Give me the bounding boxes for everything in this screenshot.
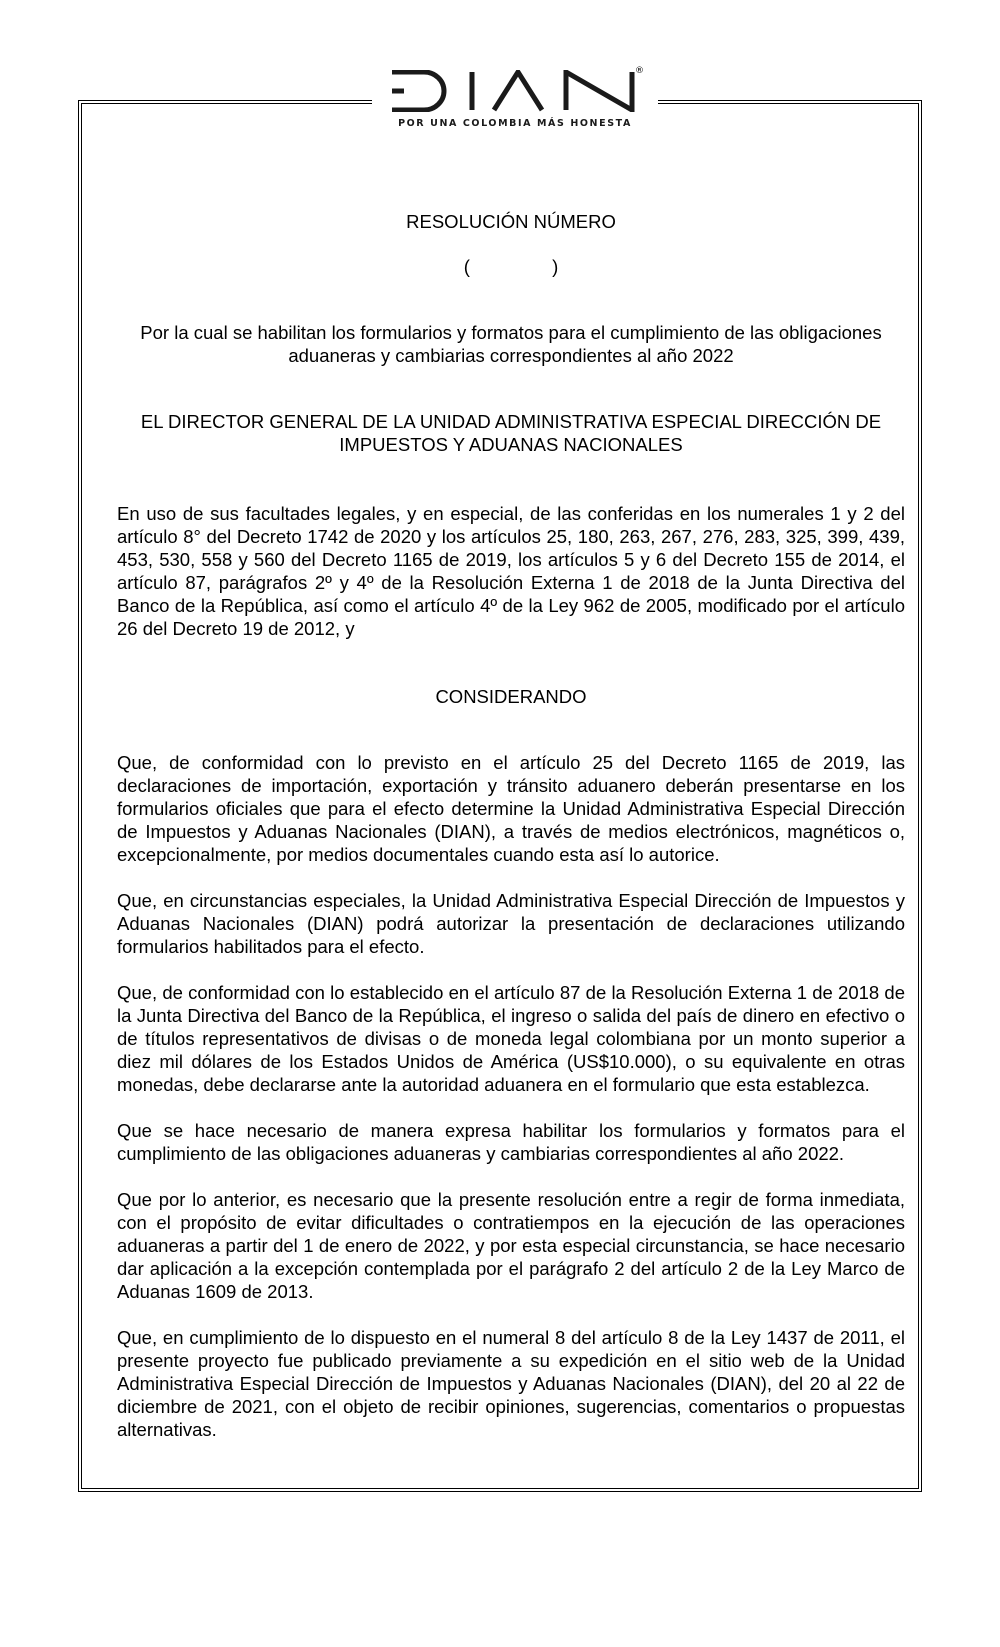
- issuing-authority: EL DIRECTOR GENERAL DE LA UNIDAD ADMINISTRATIVA ESPECIAL DIRECCIÓN DE IMPUESTOS Y ADUANAS NACIONALES: [140, 411, 882, 455]
- registered-mark: ®: [635, 66, 644, 76]
- dian-wordmark-icon: [390, 70, 640, 112]
- considerando-paragraph: Que, de conformidad con lo establecido en el artículo 87 de la Resolución Externa 1 de 2018 de la Junta Directiva del Banco de la República, el ingreso o salida del país de dinero en efectivo o de títulos representativos de divisas o de moneda legal colombiana por un monto superior a diez mil dólares de los Estados Unidos de América (US$10.000), o su equivalente en otras monedas, debe declararse ante la autoridad aduanera en el formulario que esta establezca.: [117, 982, 905, 1095]
- resolution-title: RESOLUCIÓN NÚMERO: [406, 211, 616, 232]
- considerando-heading: CONSIDERANDO: [435, 686, 587, 707]
- considerando-paragraph: Que, en cumplimiento de lo dispuesto en el numeral 8 del artículo 8 de la Ley 1437 de 2011, el presente proyecto fue publicado previamente a su expedición en el sitio web de la Unidad Administrativa Especial Dirección de Impuestos y Aduanas Nacionales (DIAN), del 20 al 22 de diciembre de 2021, con el objeto de recibir opiniones, sugerencias, comentarios o propuestas alternativas.: [117, 1327, 905, 1440]
- considerando-paragraph: Que se hace necesario de manera expresa habilitar los formularios y formatos para el cumplimiento de las obligaciones aduaneras y cambiarias correspondientes al año 2022.: [117, 1120, 905, 1164]
- legal-powers-paragraph: En uso de sus facultades legales, y en especial, de las conferidas en los numerales 1 y 2 del artículo 8° del Decreto 1742 de 2020 y los artículos 25, 180, 263, 267, 276, 283, 325, 399, 439, 453, 530, 558 y 560 del Decreto 1165 de 2019, los artículos 5 y 6 del Decreto 155 de 2014, el artículo 87, parágrafos 2º y 4º de la Resolución Externa 1 de 2018 de la Junta Directiva del Banco de la República, así como el artículo 4º de la Ley 962 de 2005, modificado por el artículo 26 del Decreto 19 de 2012, y: [117, 503, 905, 639]
- resolution-number-placeholder: ( ): [463, 256, 559, 277]
- document-body: [117, 210, 905, 1441]
- considerando-paragraph: Que, en circunstancias especiales, la Unidad Administrativa Especial Dirección de Impuestos y Aduanas Nacionales (DIAN) podrá autorizar la presentación de declaraciones utilizando formularios habilitados para el efecto.: [117, 890, 905, 957]
- considerando-paragraph: Que por lo anterior, es necesario que la presente resolución entre a regir de forma inmediata, con el propósito de evitar dificultades o contratiempos en la ejecución de las operaciones aduaneras a partir del 1 de enero de 2022, y por esta especial circunstancia, se hace necesario dar aplicación a la excepción contemplada por el parágrafo 2 del artículo 2 de la Ley Marco de Aduanas 1609 de 2013.: [117, 1189, 905, 1302]
- logo-tagline: POR UNA COLOMBIA MÁS HONESTA: [398, 118, 632, 129]
- resolution-subject: Por la cual se habilitan los formularios y formatos para el cumplimiento de las obligaciones aduaneras y cambiarias correspondientes al año 2022: [140, 322, 882, 366]
- considerando-paragraph: Que, de conformidad con lo previsto en el artículo 25 del Decreto 1165 de 2019, las declaraciones de importación, exportación y tránsito aduanero deberán presentarse en los formularios oficiales que para el efecto determine la Unidad Administrativa Especial Dirección de Impuestos y Aduanas Nacionales (DIAN), a través de medios electrónicos, magnéticos o, excepcionalmente, por medios documentales cuando esta así lo autorice.: [117, 752, 905, 865]
- dian-logo: [372, 62, 658, 152]
